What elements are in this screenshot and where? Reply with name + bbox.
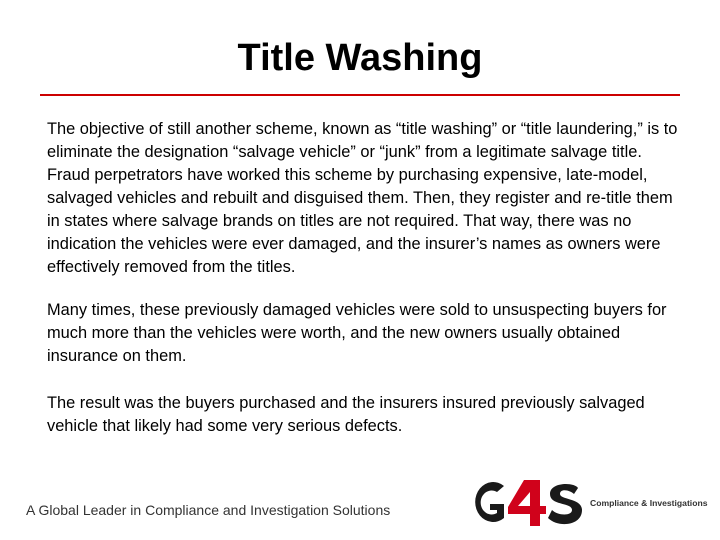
slide-body — [47, 118, 687, 458]
footer-tagline: A Global Leader in Compliance and Investigation Solutions — [26, 502, 391, 518]
paragraph-1: The objective of still another scheme, known as “title washing” or “title laundering,” is to eliminate the designation “salvage vehicle” or “junk” from a legitimate salvage title. Fraud perpetrators have worked this scheme by purchasing expensive, late-model, salvaged vehicles and rebuilt and disguised them. Then, they register and re-title them in states where salvage brands on titles are not required. That way, there was no indication the vehicles were ever damaged, and the insurer’s names as owners were effectively removed from the titles. — [47, 120, 678, 276]
g4s-logo — [466, 472, 710, 534]
g4s-logo-g-shape — [475, 482, 504, 522]
g4s-logo-graphic — [466, 472, 710, 534]
slide-title: Title Washing — [237, 37, 483, 79]
paragraph-3: The result was the buyers purchased and the insurers insured previously salvaged vehicle that likely had some very serious defects. — [47, 394, 645, 435]
title-divider — [40, 94, 680, 96]
g4s-logo-4-shape — [508, 480, 546, 526]
paragraph-2: Many times, these previously damaged vehicles were sold to unsuspecting buyers for much more than the vehicles were worth, and the new owners usually obtained insurance on them. — [47, 301, 667, 365]
g4s-logo-tagline: Compliance & Investigations — [590, 498, 708, 508]
g4s-logo-s-shape — [548, 484, 582, 524]
